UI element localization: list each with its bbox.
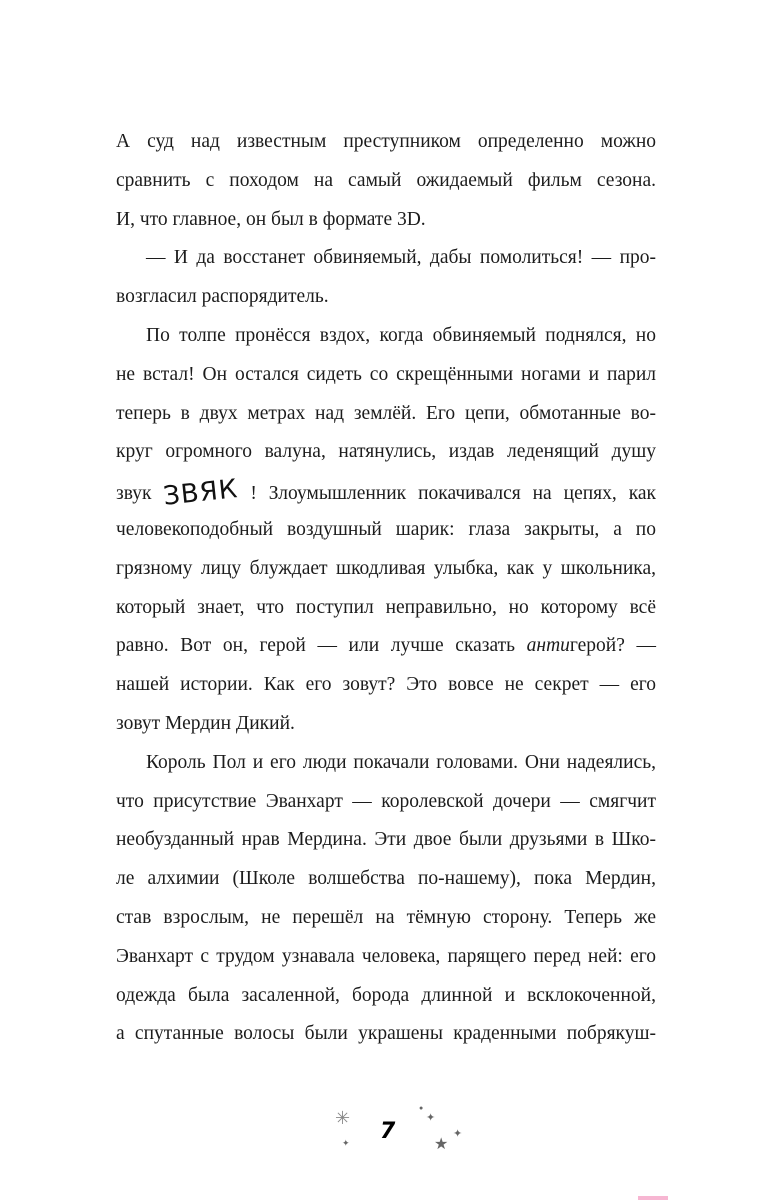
text-run: грязному лицу блуждает шкодливая улыбка, как у школьника, <box>116 557 656 579</box>
text-line <box>116 472 656 511</box>
text-line <box>116 433 656 472</box>
text-line <box>116 627 656 666</box>
text-line <box>116 589 656 628</box>
text-run: — И да восстанет обвиняемый, дабы помолиться! — про- <box>146 247 656 269</box>
text-run: зовут Мердин Дикий. <box>116 712 295 734</box>
sparkle-icon: ● <box>419 1104 424 1112</box>
text-run: став взрослым, не перешёл на тёмную сторону. Теперь же <box>116 906 656 928</box>
text-run: не встал! Он остался сидеть со скрещёнными ногами и парил <box>116 363 656 385</box>
text-run: Король Пол и его люди покачали головами. Они надеялись, <box>146 751 656 773</box>
text-line <box>116 123 656 162</box>
text-run: теперь в двух метрах над землёй. Его цепи, обмотанные во- <box>116 402 656 424</box>
text-line <box>116 511 656 550</box>
text-line <box>116 705 656 744</box>
text-run: человекоподобный воздушный шарик: глаза закрыты, а по <box>116 518 656 540</box>
text-line <box>116 899 656 938</box>
star-icon: ★ <box>434 1136 449 1153</box>
text-line <box>116 239 656 278</box>
text-line <box>116 550 656 589</box>
italic-text: анти <box>526 635 570 657</box>
sparkle-icon: ✦ <box>342 1138 350 1148</box>
sparkle-icon: ✦ <box>426 1112 436 1124</box>
text-run: необузданный нрав Мердина. Эти двое были друзьями в Шко- <box>116 829 656 851</box>
text-run: который знает, что поступил неправильно, но которому всё <box>116 596 656 618</box>
text-run: равно. Вот он, герой — или лучше сказать <box>116 635 527 657</box>
text-line <box>116 278 656 317</box>
text-run: ле алхимии (Школе волшебства по-нашему), пока Мердин, <box>116 868 656 890</box>
text-line <box>116 317 656 356</box>
text-line <box>116 938 656 977</box>
text-run: Эванхарт с трудом узнавала человека, парящего перед ней: его <box>116 945 656 967</box>
text-run: звук <box>116 483 164 505</box>
text-line <box>116 783 656 822</box>
text-run: что присутствие Эванхарт — королевской дочери — смягчит <box>116 790 656 812</box>
text-line <box>116 162 656 201</box>
text-run: ! Злоумышленник покачивался на цепях, как <box>238 483 657 505</box>
text-line <box>116 977 656 1016</box>
text-run: И, что главное, он был в формате 3D. <box>116 208 426 230</box>
text-line <box>116 1015 656 1054</box>
text-line <box>116 666 656 705</box>
sparkle-icon: ✳ <box>335 1108 351 1128</box>
page-body-text <box>116 123 656 1054</box>
text-run: одежда была засаленной, борода длинной и всклокоченной, <box>116 984 656 1006</box>
text-run: По толпе пронёсся вздох, когда обвиняемый поднялся, но <box>146 324 656 346</box>
sound-effect-word: ЗВЯК <box>162 474 240 513</box>
sparkle-icon: ✦ <box>453 1128 463 1140</box>
text-run: а спутанные волосы были украшены краденными побрякуш- <box>116 1023 656 1045</box>
text-run: герой? — <box>569 635 656 657</box>
text-line <box>116 201 656 240</box>
text-line <box>116 860 656 899</box>
page-footer <box>330 1105 470 1165</box>
text-run: сравнить с походом на самый ожидаемый фильм сезона. <box>116 169 656 191</box>
text-run: нашей истории. Как его зовут? Это вовсе не секрет — его <box>116 674 656 696</box>
text-line <box>116 395 656 434</box>
text-line <box>116 744 656 783</box>
text-run: возгласил распорядитель. <box>116 286 329 308</box>
text-run: А суд над известным преступником определенно можно <box>116 131 656 152</box>
text-line <box>116 356 656 395</box>
text-run: круг огромного валуна, натянулись, издав леденящий душу <box>116 441 656 463</box>
edge-mark <box>638 1196 668 1200</box>
text-line <box>116 821 656 860</box>
page-number: 7 <box>380 1119 396 1144</box>
